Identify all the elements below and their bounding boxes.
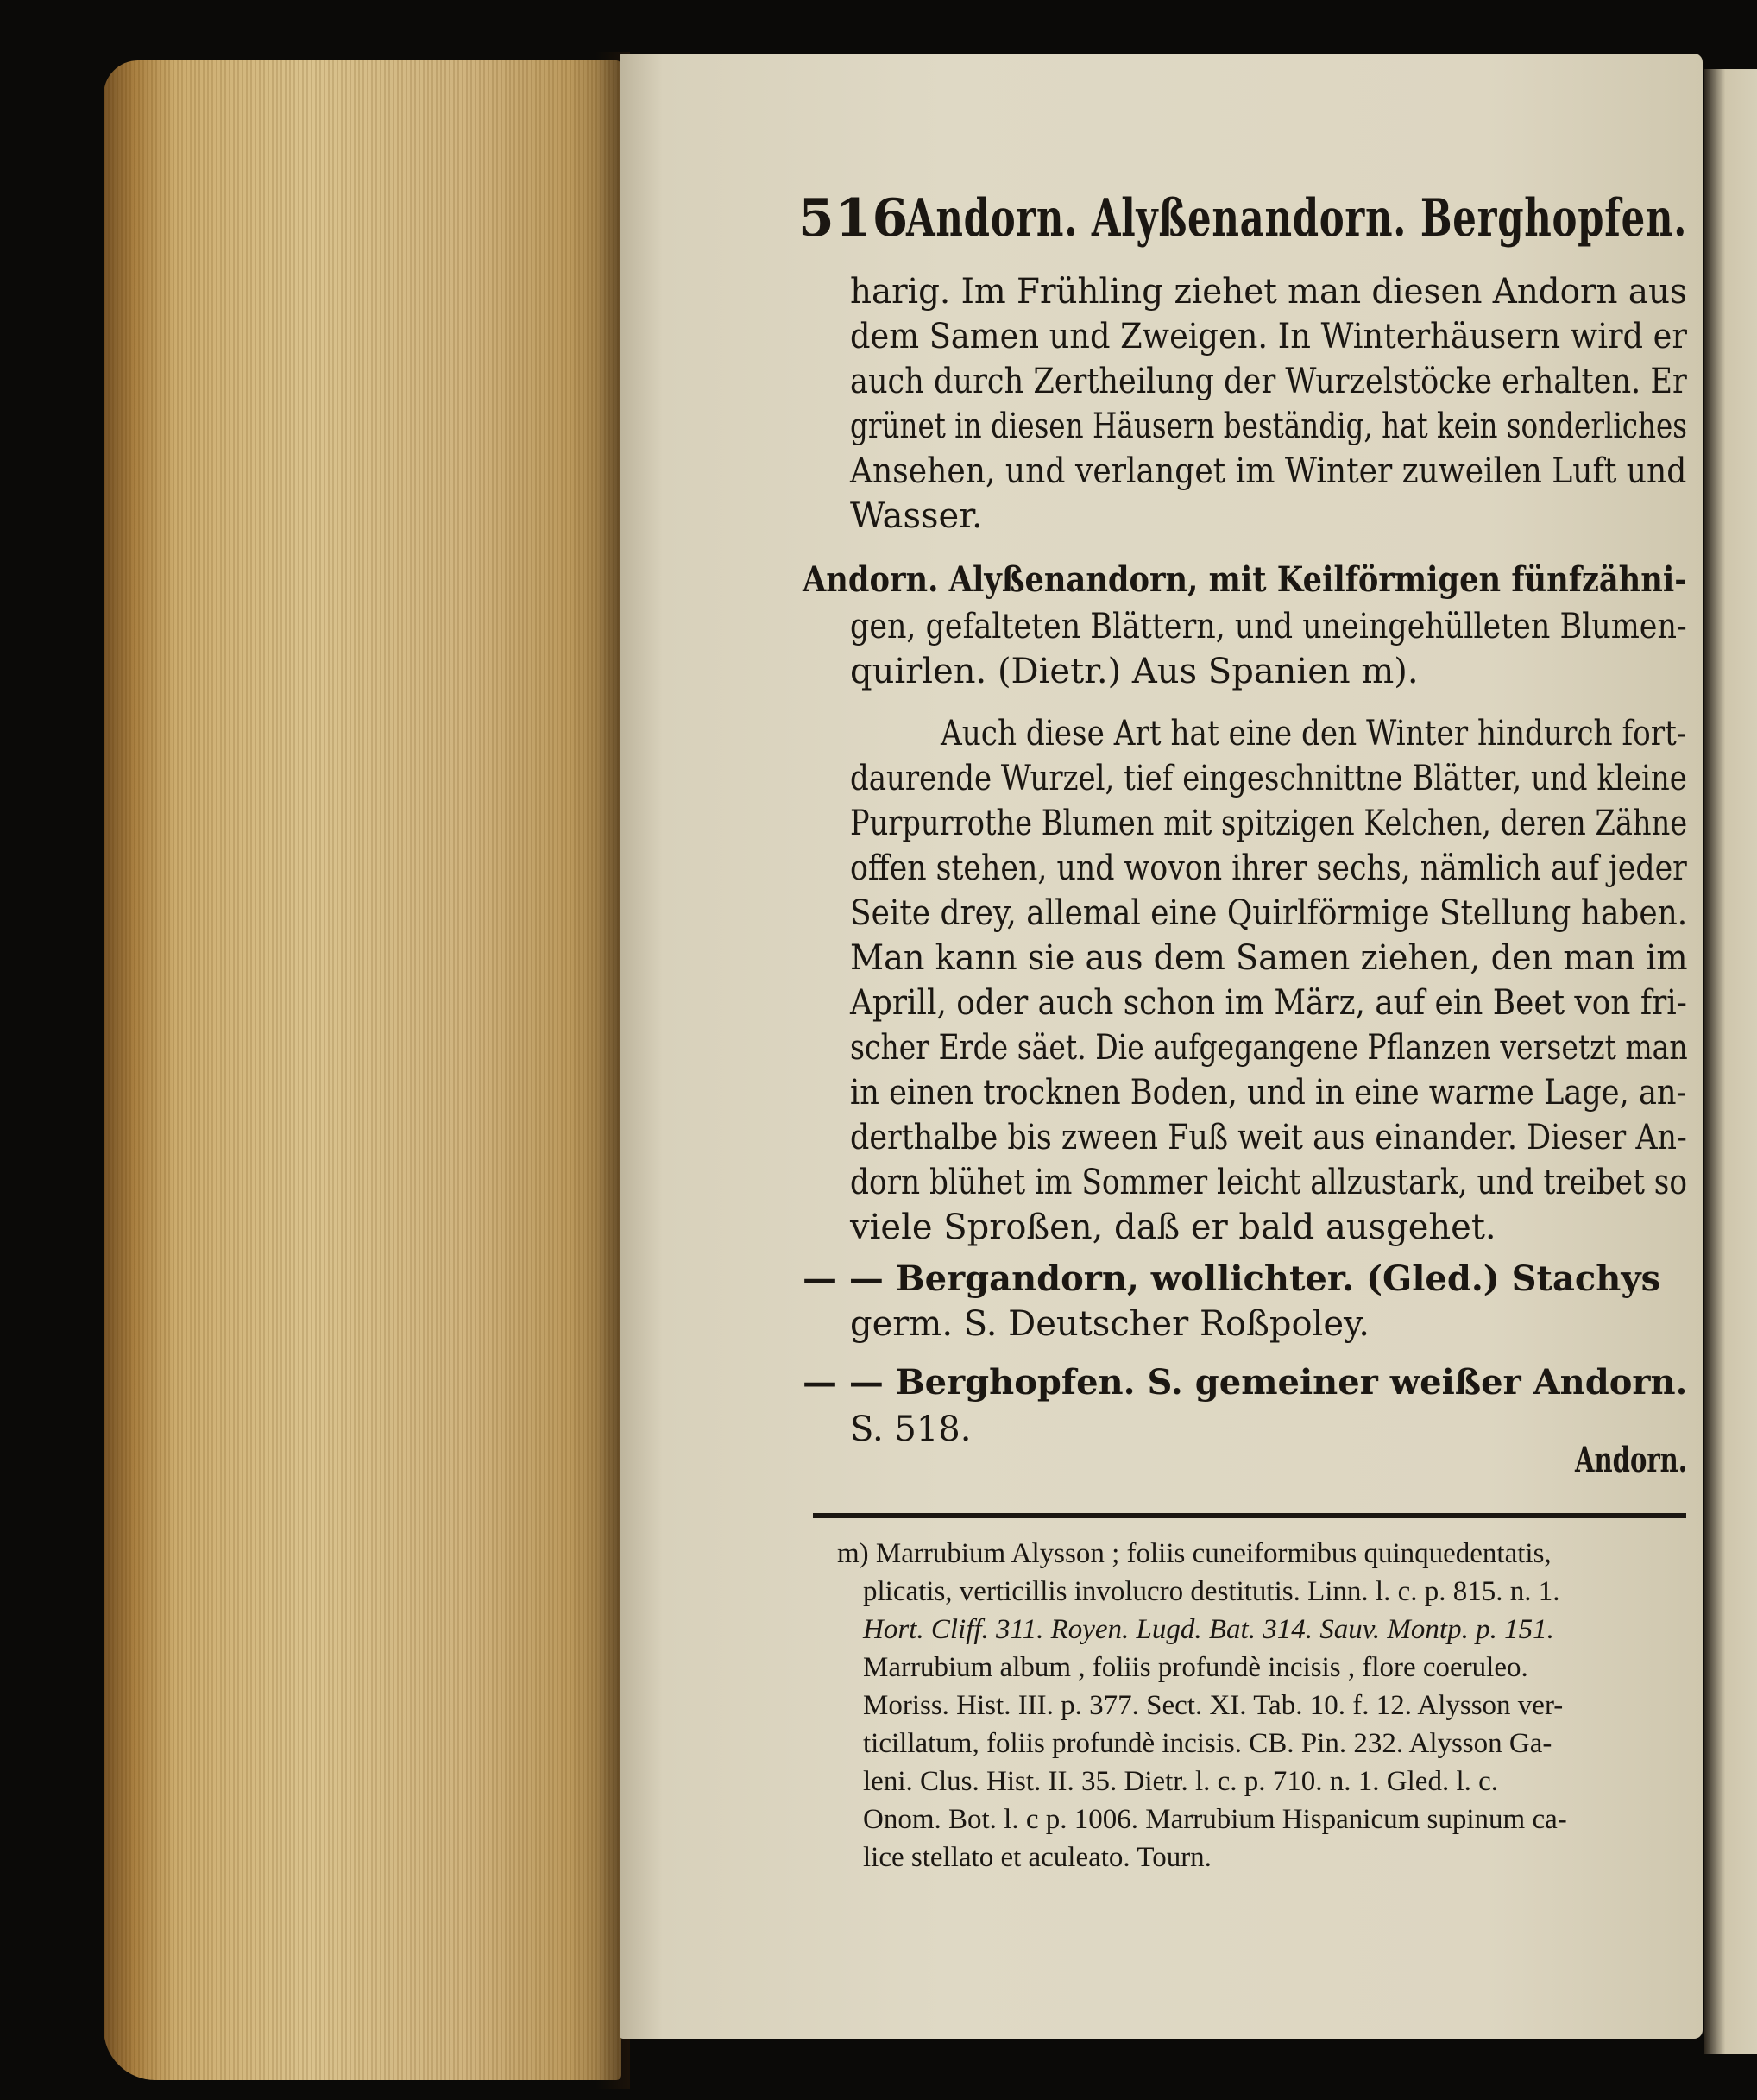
footnote-line: ticillatum, foliis profundè incisis. CB. Pin. 232. Alysson Ga-: [863, 1728, 1552, 1759]
footnote-line: Moriss. Hist. III. p. 377. Sect. XI. Tab. 10. f. 12. Alysson ver-: [863, 1690, 1564, 1721]
catchword: Andorn.: [1575, 1440, 1687, 1480]
body-line: Wasser.: [850, 496, 983, 536]
body-line: derthalbe bis zween Fuß weit aus einander. Dieser An-: [850, 1118, 1687, 1157]
cross-reference-line: — — Berghopfen. S. gemeiner weißer Andorn.: [803, 1362, 1688, 1403]
footnote-line: Onom. Bot. l. c p. 1006. Marrubium Hispanicum supinum ca-: [863, 1804, 1567, 1835]
body-line: S. 518.: [850, 1409, 972, 1449]
footnote-line: lice stellato et aculeato. Tourn.: [863, 1842, 1212, 1873]
book-page-edges: [104, 60, 621, 2080]
body-line: offen stehen, und wovon ihrer sechs, nämlich auf jeder: [850, 848, 1687, 888]
running-title: Andorn. Alyßenandorn. Berghopfen.: [906, 188, 1688, 249]
body-line: quirlen. (Dietr.) Aus Spanien m).: [850, 652, 1419, 691]
body-line: Seite drey, allemal eine Quirlförmige Stellung haben.: [850, 893, 1688, 933]
body-line: grünet in diesen Häusern beständig, hat kein sonderliches: [850, 407, 1688, 446]
entry-heading-line: Andorn. Alyßenandorn, mit Keilförmigen fünfzähni-: [803, 559, 1687, 600]
footnote-line: leni. Clus. Hist. II. 35. Dietr. l. c. p. 710. n. 1. Gled. l. c.: [863, 1766, 1499, 1797]
cross-reference-line: — — Bergandorn, wollichter. (Gled.) Stachys: [803, 1258, 1661, 1299]
body-line: Ansehen, und verlanget im Winter zuweilen Luft und: [850, 451, 1687, 491]
body-line: auch durch Zertheilung der Wurzelstöcke erhalten. Er: [850, 362, 1687, 401]
body-line: daurende Wurzel, tief eingeschnittne Blätter, und kleine: [850, 759, 1687, 798]
body-line: in einen trocknen Boden, und in eine warme Lage, an-: [850, 1073, 1687, 1113]
body-line: harig. Im Frühling ziehet man diesen Andorn aus: [850, 272, 1687, 312]
body-line: dem Samen und Zweigen. In Winterhäusern wird er: [850, 317, 1687, 356]
facing-page-edge: [1704, 69, 1757, 2054]
body-line: Aprill, oder auch schon im März, auf ein Beet von fri-: [850, 983, 1687, 1023]
footnote-line: m) Marrubium Alysson ; foliis cuneiformibus quinquedentatis,: [837, 1538, 1552, 1569]
body-line: Purpurrothe Blumen mit spitzigen Kelchen, deren Zähne: [850, 804, 1688, 843]
footnote-line: Hort. Cliff. 311. Royen. Lugd. Bat. 314. Sauv. Montp. p. 151.: [863, 1614, 1554, 1645]
page-number: 516: [798, 188, 910, 249]
body-line: viele Sproßen, daß er bald ausgehet.: [850, 1208, 1496, 1247]
body-line: germ. S. Deutscher Roßpoley.: [850, 1304, 1370, 1344]
footnote-line: Marrubium album , foliis profundè incisis , flore coeruleo.: [863, 1652, 1528, 1683]
body-line: dorn blühet im Sommer leicht allzustark, und treibet so: [850, 1163, 1688, 1202]
body-line: gen, gefalteten Blättern, und uneingehülleten Blumen-: [850, 607, 1687, 646]
body-line: scher Erde säet. Die aufgegangene Pflanzen versetzt man: [850, 1028, 1688, 1068]
footnote-line: plicatis, verticillis involucro destitutis. Linn. l. c. p. 815. n. 1.: [863, 1576, 1560, 1607]
body-line: Auch diese Art hat eine den Winter hindurch fort-: [941, 714, 1687, 754]
footnote-rule: [813, 1513, 1686, 1518]
body-line: Man kann sie aus dem Samen ziehen, den man im: [850, 938, 1688, 978]
